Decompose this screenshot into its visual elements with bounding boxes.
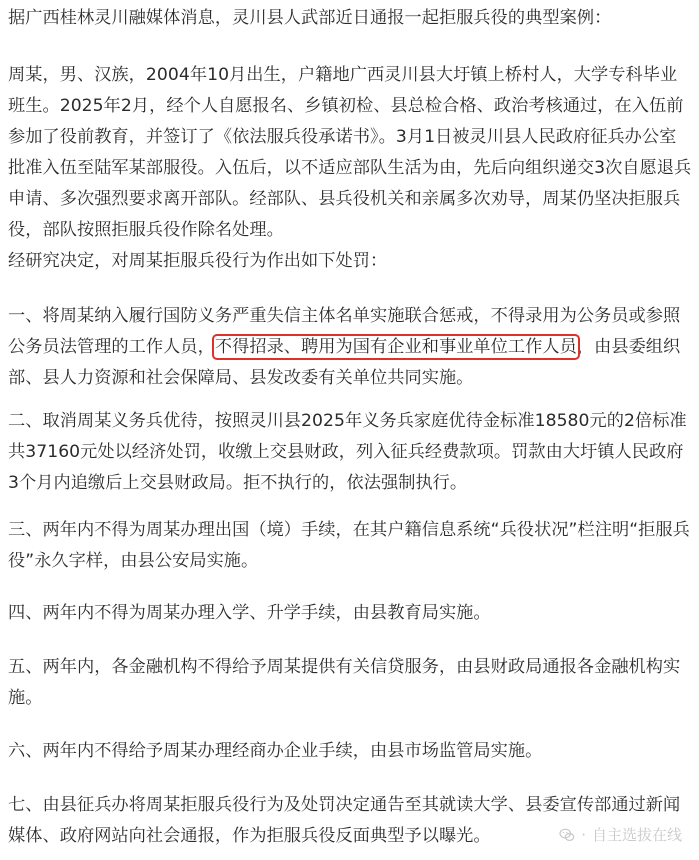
penalty-7-paragraph: 七、由县征兵办将周某拒服兵役行为及处罚决定通告至其就读大学、县委宣传部通过新闻媒体、政府网站向社会通报，作为拒服兵役反面典型予以曝光。 bbox=[8, 795, 681, 846]
penalty-1-after: ，由县委组织部、县人力资源和社会保障局、县发改委有关单位共同实施。 bbox=[8, 337, 681, 388]
watermark bbox=[556, 823, 685, 846]
wechat-icon bbox=[559, 827, 575, 843]
watermark-text: 自主选拔在线 bbox=[591, 826, 682, 844]
penalty-1-paragraph bbox=[8, 301, 692, 394]
watermark-separator: · bbox=[581, 825, 586, 844]
penalty-3-paragraph: 三、两年内不得为周某办理出国（境）手续，在其户籍信息系统“兵役状况”栏注明“拒服兵役”永久字样，由县公安局实施。 bbox=[8, 520, 690, 571]
penalty-5-paragraph: 五、两年内，各金融机构不得给予周某提供有关信贷服务，由县财政局通报各金融机构实施。 bbox=[8, 657, 681, 708]
highlighted-penalty: 不得招录、聘用为国有企业和事业单位工作人员 bbox=[214, 337, 577, 357]
penalty-4-paragraph: 四、两年内不得为周某办理入学、升学手续，由县教育局实施。 bbox=[8, 603, 491, 623]
penalty-2-paragraph: 二、取消周某义务兵优待，按照灵川县2025年义务兵家庭优待金标准18580元的2倍标准共37160元处以经济处罚，收缴上交县财政，列入征兵经费款项。罚款由大圩镇人民政府3个月内追缴后上交县财政局。拒不执行的，依法强制执行。 bbox=[8, 411, 687, 493]
penalty-1-before: 一、将周某纳入履行国防义务严重失信主体名单实施联合惩戒，不得录用为公务员或参照公务员法管理的工作人员， bbox=[8, 306, 681, 357]
decision-paragraph: 经研究决定，对周某拒服兵役行为作出如下处罚： bbox=[8, 251, 388, 271]
intro-paragraph: 据广西桂林灵川融媒体消息，灵川县人武部近日通报一起拒服兵役的典型案例： bbox=[8, 8, 612, 28]
penalty-6-paragraph: 六、两年内不得给予周某办理经商办企业手续，由县市场监管局实施。 bbox=[8, 741, 543, 761]
case-paragraph: 周某，男、汉族，2004年10月出生，户籍地广西灵川县大圩镇上桥村人，大学专科毕业班生。2025年2月，经个人自愿报名、乡镇初检、县总检合格、政治考核通过，在入伍前参加了役前教育，并签订了《依法服兵役承诺书》。3月1日被灵川县人民政府征兵办公室批准入伍至陆军某部服役。入伍后，以不适应部队生活为由，先后向组织递交3次自愿退兵申请、多次强烈要求离开部队。经部队、县兵役机关和亲属多次劝导，周某仍坚决拒服兵役，部队按照拒服兵役作除名处理。 bbox=[8, 65, 692, 240]
